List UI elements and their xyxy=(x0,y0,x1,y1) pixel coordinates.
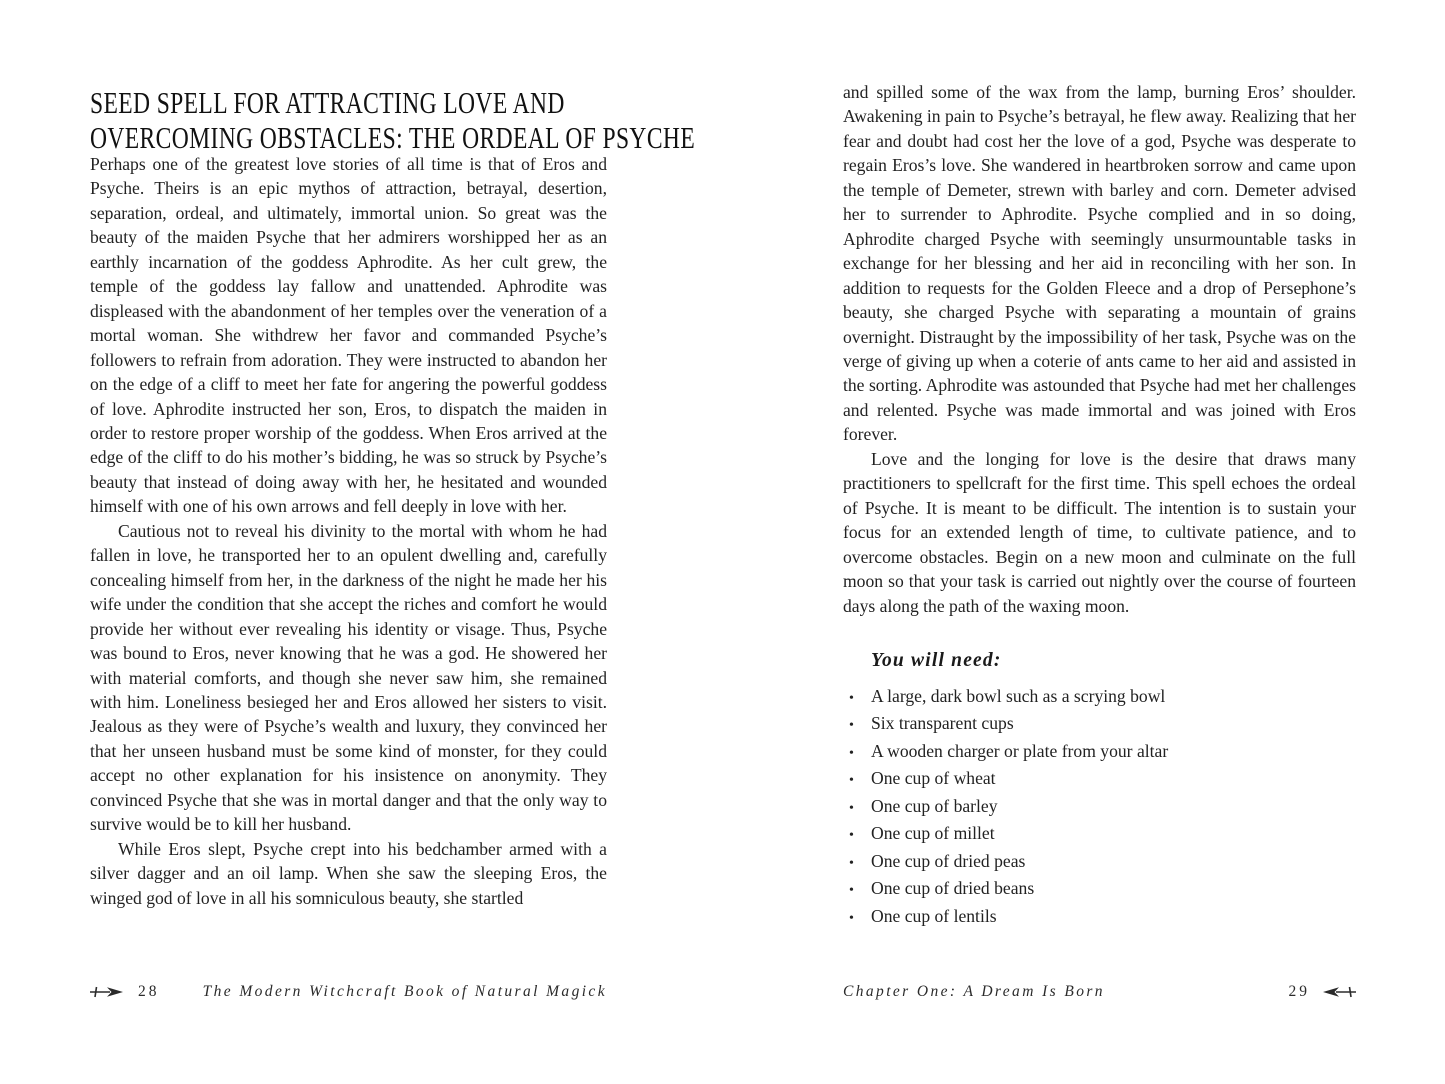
bullet-icon: • xyxy=(849,691,854,706)
list-item-text: A wooden charger or plate from your altar xyxy=(871,740,1169,761)
list-item xyxy=(847,739,1356,766)
bullet-icon: • xyxy=(849,828,854,844)
list-item xyxy=(847,821,1356,848)
page-number: 28 xyxy=(138,983,160,1000)
left-page-body xyxy=(90,152,607,910)
list-item xyxy=(847,684,1356,711)
supplies-heading: You will need: xyxy=(871,650,1002,672)
arrow-right-ornament-icon xyxy=(90,984,124,1000)
paragraph: Cautious not to reveal his divinity to the mortal with whom he had fallen in love, he transported her to an opulent dwelling and, carefully concealing himself from her, in the darkness of the night he made her his wife under the condition that she accept the riches and comfort he would provide her without ever revealing his identity or visage. Thus, Psyche was bound to Eros, never knowing that he was a god. He showered her with material comforts, and though she never saw him, she remained with him. Loneliness besieged her and Eros allowed her sisters to visit. Jealous as they were of Psyche’s wealth and luxury, they convinced her that her unseen husband must be some kind of monster, for they could accept no other explanation for his insistence on anonymity. They convinced Psyche that she was in mortal danger and that the only way to survive would be to kill her husband. xyxy=(90,520,607,835)
spell-title-line-2: OVERCOMING OBSTACLES: THE ORDEAL OF PSYCHE xyxy=(90,120,696,156)
list-item-text: One cup of dried beans xyxy=(871,878,1035,899)
bullet-icon: • xyxy=(849,745,854,761)
bullet-icon: • xyxy=(849,910,854,926)
list-item-text: One cup of dried peas xyxy=(871,850,1026,871)
paragraph: Perhaps one of the greatest love stories of all time is that of Eros and Psyche. Theirs is an epic mythos of attraction, betrayal, desertion, separation, ordeal, and ultimately, immortal union. So great was the beauty of the maiden Psyche that her admirers worshipped her as an earthly incarnation of the goddess Aphrodite. As her cult grew, the temple of the goddess lay fallow and unattended. Aphrodite was displeased with the abandonment of her temples over the veneration of a mortal woman. She withdrew her favor and commanded Psyche’s followers to refrain from adoration. They were instructed to abandon her on the edge of a cliff to meet her fate for angering the powerful goddess of love. Aphrodite instructed her son, Eros, to dispatch the maiden in order to restore proper worship of the goddess. When Eros arrived at the edge of the cliff to do his mother’s bidding, he was so struck by Psyche’s beauty that instead of doing away with her, he hesitated and wounded himself with one of his own arrows and fell deeply in love with her. xyxy=(90,154,607,517)
list-item xyxy=(847,711,1356,738)
list-item xyxy=(847,794,1356,821)
paragraph: and spilled some of the wax from the lamp, burning Eros’ shoulder. Awakening in pain to Psyche’s betrayal, he flew away. Realizing that her fear and doubt had cost her the love of a god, Psyche was desperate to regain Eros’s love. She wandered in heartbroken sorrow and came upon the temple of Demeter, strewn with barley and corn. Demeter advised her to surrender to Aphrodite. Psyche complied and in so doing, Aphrodite charged Psyche with seemingly unsurmountable tasks in exchange for her blessing and her aid in reconciling with her son. In addition to requests for the Golden Fleece and a drop of Persephone’s beauty, she charged Psyche with separating a mountain of grains overnight. Distraught by the impossibility of her task, Psyche was on the verge of giving up when a coterie of ants came to her aid and assisted in the sorting. Aphrodite was astounded that Psyche had met her challenges and relented. Psyche was made immortal and was joined with Eros forever. xyxy=(843,82,1356,445)
right-page-footer xyxy=(843,981,1356,1003)
list-item xyxy=(847,766,1356,793)
list-item-text: A large, dark bowl such as a scrying bowl xyxy=(871,686,1166,706)
bullet-icon: • xyxy=(849,855,854,871)
list-item xyxy=(847,849,1356,876)
paragraph: Love and the longing for love is the desire that draws many practitioners to spellcraft for the first time. This spell echoes the ordeal of Psyche. It is meant to be difficult. The intention is to sustain your focus for an extended length of time, to cultivate patience, and to overcome obstacles. Begin on a new moon and culminate on the full moon so that your task is carried out nightly over the course of fourteen days along the path of the waxing moon. xyxy=(843,448,1356,616)
list-item-text: One cup of lentils xyxy=(871,905,997,926)
list-item xyxy=(847,876,1356,903)
list-item-text: Six transparent cups xyxy=(871,713,1014,734)
spell-title xyxy=(90,85,790,155)
bullet-icon: • xyxy=(849,800,854,816)
bullet-icon: • xyxy=(849,718,854,734)
bullet-icon: • xyxy=(849,883,854,899)
spell-title-line-1: SEED SPELL FOR ATTRACTING LOVE AND xyxy=(90,85,565,121)
paragraph: While Eros slept, Psyche crept into his bedchamber armed with a silver dagger and an oil lamp. When she saw the sleeping Eros, the winged god of love in all his somniculous beauty, she startled xyxy=(90,838,607,908)
list-item-text: One cup of barley xyxy=(871,795,998,816)
bullet-icon: • xyxy=(849,773,854,789)
chapter-title: Chapter One: A Dream Is Born xyxy=(843,983,1105,1000)
right-page-body xyxy=(843,80,1356,618)
list-item xyxy=(847,904,1356,931)
list-item-text: One cup of millet xyxy=(871,823,995,844)
supplies-list xyxy=(847,684,1356,931)
book-title: The Modern Witchcraft Book of Natural Magick xyxy=(202,983,607,1000)
arrow-left-ornament-icon xyxy=(1322,984,1356,1000)
page-number: 29 xyxy=(1288,983,1310,1000)
left-page-footer xyxy=(90,981,607,1003)
list-item-text: One cup of wheat xyxy=(871,768,996,789)
